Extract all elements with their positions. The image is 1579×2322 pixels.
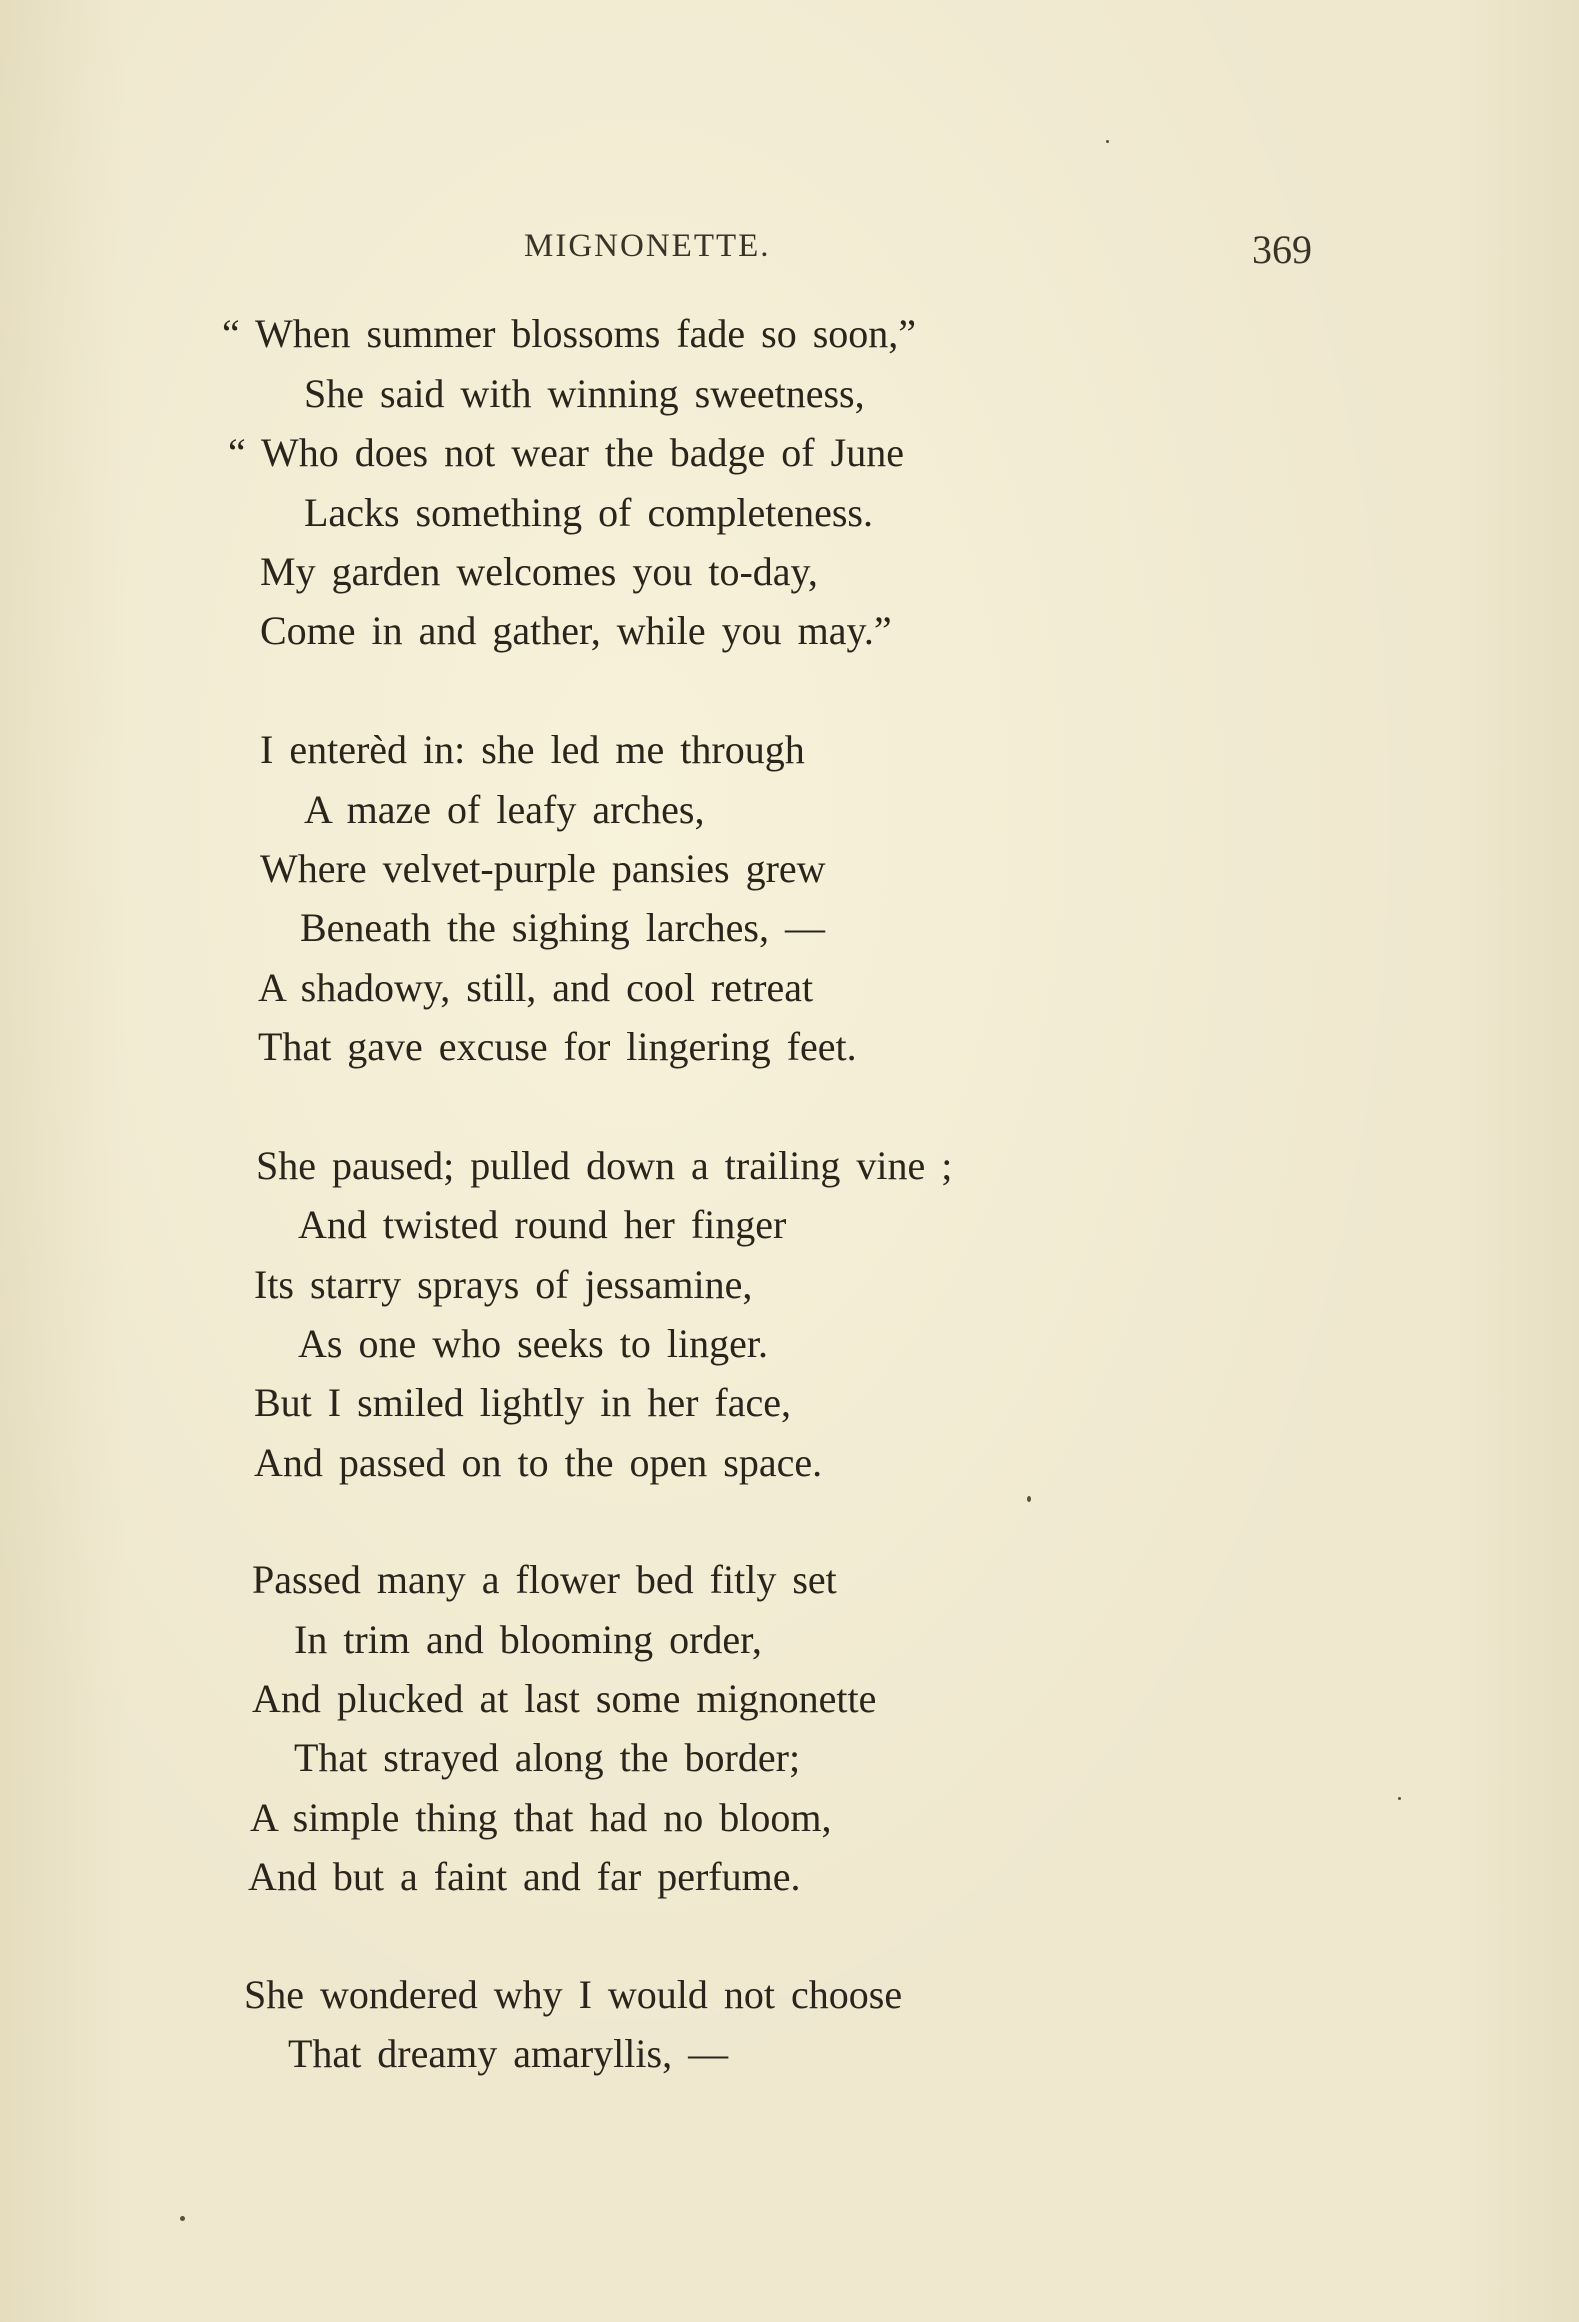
poem-line: In trim and blooming order, bbox=[294, 1617, 762, 1662]
poem-line: A maze of leafy arches, bbox=[304, 787, 705, 832]
poem-line: That strayed along the border; bbox=[294, 1735, 801, 1780]
poem-line: That gave excuse for lingering feet. bbox=[258, 1024, 857, 1069]
poem-line: My garden welcomes you to-day, bbox=[260, 549, 818, 594]
poem-line: Come in and gather, while you may.” bbox=[260, 608, 892, 653]
poem-line: She wondered why I would not choose bbox=[244, 1972, 903, 2017]
poem-line: Its starry sprays of jessamine, bbox=[254, 1262, 753, 1307]
poem-line: And twisted round her finger bbox=[298, 1202, 787, 1247]
print-speck bbox=[1398, 1797, 1401, 1800]
poem-line: She said with winning sweetness, bbox=[304, 371, 865, 416]
poem-line: That dreamy amaryllis, — bbox=[288, 2031, 729, 2076]
poem-line: Where velvet-purple pansies grew bbox=[260, 846, 826, 891]
running-title: MIGNONETTE. bbox=[524, 228, 771, 264]
poem-line: Lacks something of completeness. bbox=[304, 490, 873, 535]
print-speck bbox=[1106, 140, 1109, 143]
poem-line: “ When summer blossoms fade so soon,” bbox=[222, 311, 917, 356]
print-speck bbox=[180, 2216, 185, 2221]
poem-line: As one who seeks to linger. bbox=[298, 1321, 768, 1366]
poem-line: A simple thing that had no bloom, bbox=[250, 1795, 832, 1840]
poem-line: But I smiled lightly in her face, bbox=[254, 1380, 791, 1425]
poem-line: “ Who does not wear the badge of June bbox=[228, 430, 904, 475]
poem-line: And plucked at last some mignonette bbox=[252, 1676, 877, 1721]
poem-line: Passed many a flower bed fitly set bbox=[252, 1557, 837, 1602]
poem-line: Beneath the sighing larches, — bbox=[300, 905, 825, 950]
poem-line: And but a faint and far perfume. bbox=[248, 1854, 801, 1899]
page-number: 369 bbox=[1252, 227, 1312, 272]
print-speck bbox=[1027, 1496, 1031, 1502]
poem-line: She paused; pulled down a trailing vine ; bbox=[256, 1143, 953, 1188]
poem-line: I enterèd in: she led me through bbox=[260, 727, 805, 772]
poem-line: A shadowy, still, and cool retreat bbox=[258, 965, 814, 1010]
poem-line: And passed on to the open space. bbox=[254, 1440, 823, 1485]
